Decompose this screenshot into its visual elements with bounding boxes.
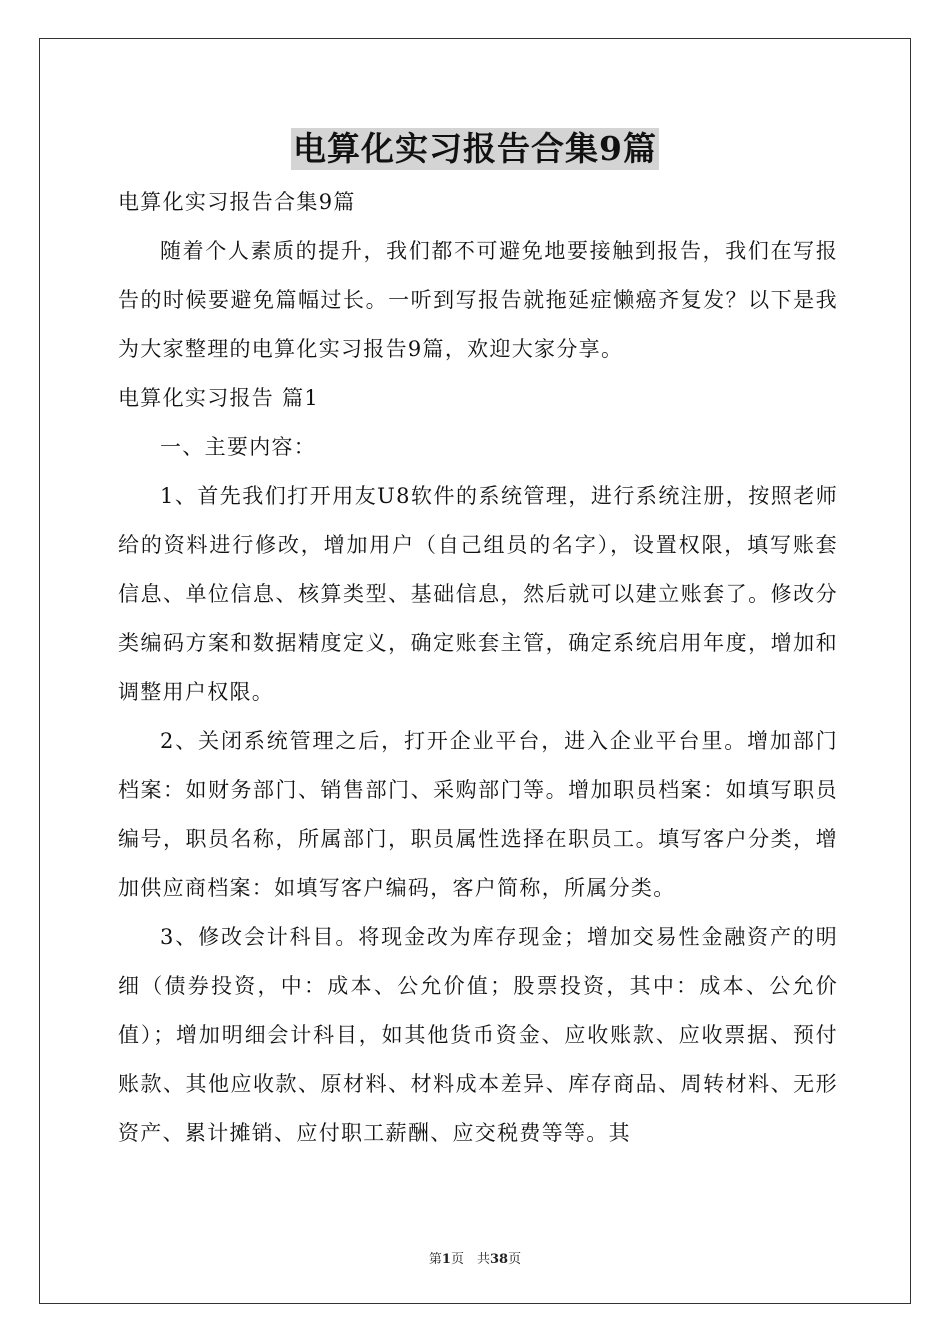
page-footer	[0, 1248, 950, 1267]
section-heading[interactable]: 电算化实习报告 篇1	[118, 386, 320, 410]
document-title[interactable]: 电算化实习报告合集9篇	[293, 129, 657, 168]
body-paragraph-2[interactable]: 2、关闭系统管理之后，打开企业平台，进入企业平台里。增加部门档案：如财务部门、销售部门、采购部门等。增加职员档案：如填写职员编号，职员名称，所属部门，职员属性选择在职员工。填写客户分类，增加供应商档案：如填写客户编码，客户简称，所属分类。	[118, 729, 838, 900]
intro-paragraph[interactable]: 随着个人素质的提升，我们都不可避免地要接触到报告，我们在写报告的时候要避免篇幅过长。一听到写报告就拖延症懒癌齐复发？以下是我为大家整理的电算化实习报告9篇，欢迎大家分享。	[118, 239, 838, 361]
footer-page-mid: 页 共	[450, 1252, 490, 1267]
title-container	[0, 128, 950, 170]
footer-current-page: 1	[441, 1252, 451, 1267]
footer-page-suffix: 页	[508, 1252, 522, 1267]
document-body	[118, 178, 838, 1158]
footer-page-prefix: 第	[428, 1252, 442, 1267]
body-paragraph-1[interactable]: 1、首先我们打开用友U8软件的系统管理，进行系统注册，按照老师给的资料进行修改，增加用户（自己组员的名字），设置权限，填写账套信息、单位信息、核算类型、基础信息，然后就可以建立账套了。修改分类编码方案和数据精度定义，确定账套主管，确定系统启用年度，增加和调整用户权限。	[118, 484, 838, 704]
document-subtitle[interactable]: 电算化实习报告合集9篇	[118, 190, 356, 214]
section-subheading[interactable]: 一、主要内容：	[160, 435, 317, 459]
footer-total-pages: 38	[489, 1252, 509, 1267]
body-paragraph-3[interactable]: 3、修改会计科目。将现金改为库存现金；增加交易性金融资产的明细（债券投资，中：成本、公允价值；股票投资，其中：成本、公允价值）；增加明细会计科目，如其他货币资金、应收账款、应收票据、预付账款、其他应收款、原材料、材料成本差异、库存商品、周转材料、无形资产、累计摊销、应付职工薪酬、应交税费等等。其	[118, 925, 838, 1145]
